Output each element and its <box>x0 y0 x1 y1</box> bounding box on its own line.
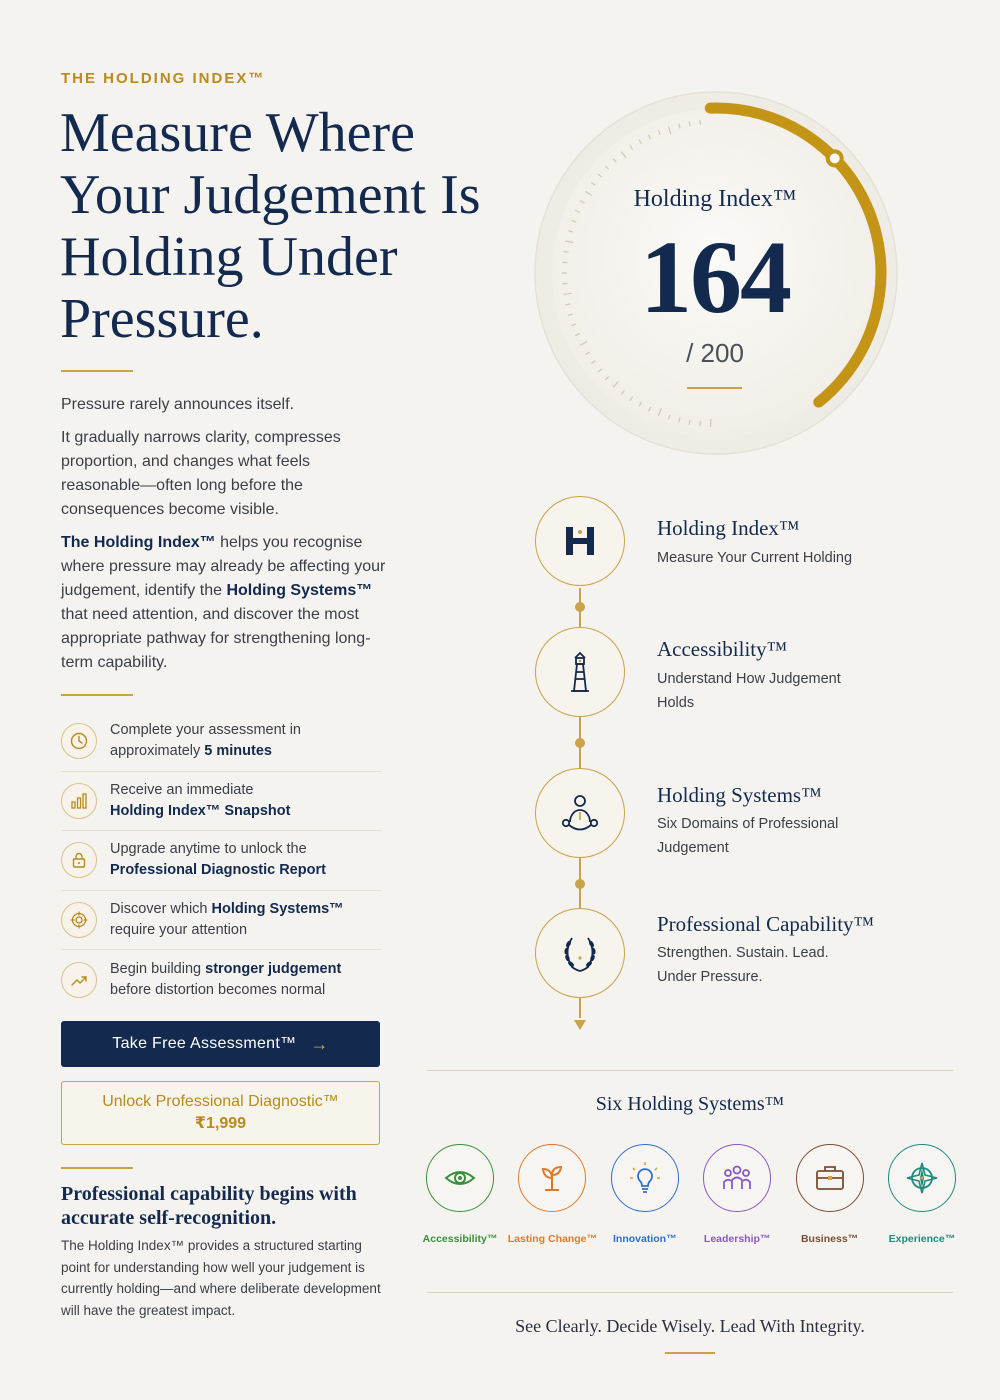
timeline-dot <box>575 738 585 748</box>
step-title: Accessibility™ <box>657 637 788 661</box>
divider <box>665 1352 715 1354</box>
system-label: Innovation™ <box>612 1233 677 1245</box>
unlock-diagnostic-label: Unlock Professional Diagnostic™ <box>102 1093 339 1110</box>
unlock-diagnostic-button[interactable] <box>61 1081 380 1145</box>
intro-lead: Pressure rarely announces itself. <box>61 396 294 413</box>
step-subtitle: Measure Your Current Holding <box>657 550 853 566</box>
timeline-arrow-icon <box>574 1020 586 1030</box>
feature-text: Begin building stronger judgement before distortion becomes normal <box>110 960 342 998</box>
systems-title: Six Holding Systems™ <box>595 1093 785 1115</box>
network-person-icon <box>535 768 625 858</box>
feature-text: Complete your assessment in approximately 5 minutes <box>110 722 301 760</box>
divider <box>687 387 742 389</box>
tagline: See Clearly. Decide Wisely. Lead With Integrity. <box>515 1316 865 1336</box>
bar-chart-icon <box>61 783 97 819</box>
pathway-timeline <box>533 496 953 1036</box>
feature-text: Receive an immediate Holding Index™ Snapshot <box>110 781 291 819</box>
sprout-icon <box>518 1144 586 1212</box>
page-headline: Measure Where Your Judgement Is Holding Under Pressure. <box>60 102 481 350</box>
take-free-assessment-button[interactable] <box>61 1021 380 1067</box>
price-label: ₹1,999 <box>194 1115 247 1132</box>
system-business <box>794 1144 866 1247</box>
system-innovation <box>609 1144 681 1247</box>
feature-text: Upgrade anytime to unlock the Professional Diagnostic Report <box>110 841 326 879</box>
system-label: Experience™ <box>888 1233 956 1245</box>
system-label: Business™ <box>800 1233 859 1245</box>
feature-text: Discover which Holding Systems™ require your attention <box>110 900 344 938</box>
target-icon <box>61 902 97 938</box>
step-subtitle: Strengthen. Sustain. Lead. Under Pressure. <box>657 945 829 985</box>
trend-up-icon <box>61 962 97 998</box>
lightbulb-icon <box>611 1144 679 1212</box>
system-experience <box>886 1144 958 1247</box>
feature-list <box>61 712 381 1010</box>
gauge-tick <box>700 120 701 125</box>
list-item <box>61 772 381 832</box>
intro-description: The Holding Index™ helps you recognise where pressure may already be affecting your judgement, identify the Holding Systems™ that need attention, and discover the most appropriate pathway for strengthening long-term capability. <box>61 534 386 671</box>
bottom-body: The Holding Index™ provides a structured starting point for understanding how well your judgement is currently holding—and where deliberate development will have the greatest impact. <box>61 1238 381 1319</box>
timeline-dot <box>575 602 585 612</box>
step-title: Holding Index™ <box>657 516 800 540</box>
systems-row <box>424 1144 958 1247</box>
list-item <box>61 831 381 891</box>
eyebrow-label: THE HOLDING INDEX™ <box>61 70 266 87</box>
gauge-title: Holding Index™ <box>633 186 797 212</box>
gauge-tick <box>689 121 690 126</box>
divider <box>427 1070 953 1071</box>
system-accessibility <box>424 1144 496 1247</box>
divider <box>427 1292 953 1293</box>
gauge-max: / 200 <box>686 338 744 368</box>
step-subtitle: Understand How Judgement Holds <box>657 671 841 711</box>
laurel-icon <box>535 908 625 998</box>
briefcase-icon <box>796 1144 864 1212</box>
h-monogram-icon <box>535 496 625 586</box>
intro-paragraph: It gradually narrows clarity, compresses proportion, and changes what feels reasonable—often long before the consequences become visible. <box>61 429 341 518</box>
system-label: Accessibility™ <box>422 1233 498 1245</box>
gauge-score: 164 <box>640 220 790 335</box>
list-item <box>61 891 381 951</box>
eye-icon <box>426 1144 494 1212</box>
timeline-dot <box>575 879 585 889</box>
system-leadership <box>701 1144 773 1247</box>
compass-icon <box>888 1144 956 1212</box>
divider <box>61 694 133 696</box>
holding-systems-term: Holding Systems™ <box>226 582 373 599</box>
gauge-tick <box>700 421 701 426</box>
step-subtitle: Six Domains of Professional Judgement <box>657 816 839 856</box>
lock-icon <box>61 842 97 878</box>
list-item <box>61 712 381 772</box>
gauge-tick <box>689 420 690 425</box>
people-icon <box>703 1144 771 1212</box>
lighthouse-icon <box>535 627 625 717</box>
divider <box>61 1167 133 1169</box>
divider <box>61 370 133 372</box>
take-free-assessment-label: Take Free Assessment™ <box>112 1035 297 1052</box>
bottom-heading: Professional capability begins with accurate self-recognition. <box>61 1183 357 1229</box>
system-lasting-change <box>507 1144 598 1247</box>
brand-name: The Holding Index™ <box>61 534 216 551</box>
step-title: Professional Capability™ <box>657 912 875 936</box>
gauge-marker <box>828 151 842 165</box>
system-label: Leadership™ <box>703 1233 771 1245</box>
arrow-right-icon: → <box>310 1033 329 1054</box>
step-title: Holding Systems™ <box>657 783 822 807</box>
system-label: Lasting Change™ <box>507 1233 598 1245</box>
list-item <box>61 950 381 1010</box>
clock-icon <box>61 723 97 759</box>
gauge-tick <box>563 252 568 253</box>
